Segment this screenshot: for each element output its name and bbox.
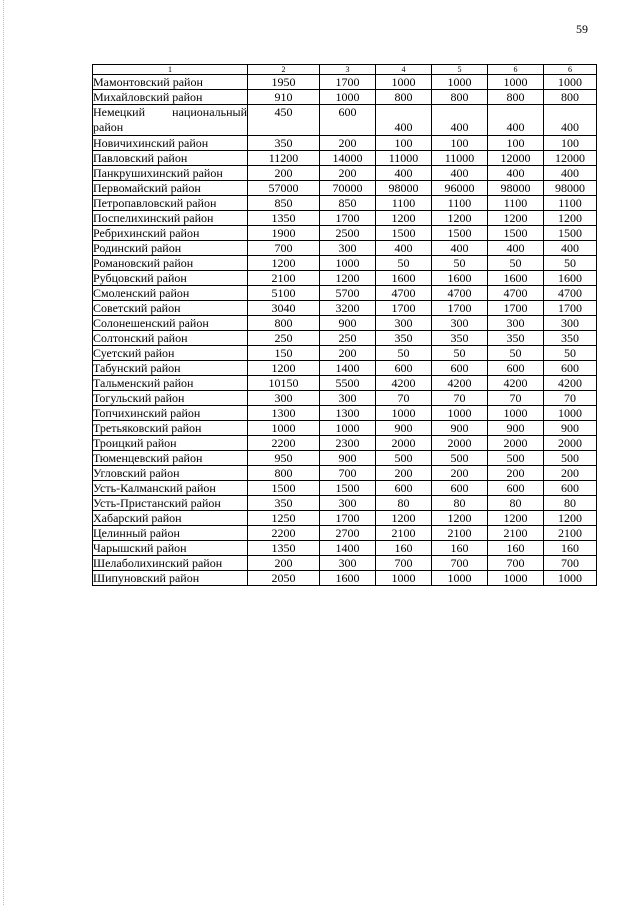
district-name-cell: Ребрихинский район <box>93 226 248 241</box>
value-cell: 5700 <box>320 286 376 301</box>
value-cell: 70 <box>432 391 488 406</box>
value-cell: 98000 <box>544 181 597 196</box>
value-cell: 2200 <box>248 436 320 451</box>
value-cell: 1300 <box>248 406 320 421</box>
value-cell: 2050 <box>248 571 320 586</box>
value-cell: 1500 <box>320 481 376 496</box>
value-cell: 600 <box>488 481 544 496</box>
value-cell: 600 <box>376 361 432 376</box>
table-row <box>93 301 597 316</box>
value-cell: 300 <box>432 316 488 331</box>
district-name-cell: Мамонтовский район <box>93 75 248 90</box>
value-cell: 4700 <box>432 286 488 301</box>
value-cell: 600 <box>544 481 597 496</box>
value-cell: 600 <box>432 481 488 496</box>
district-name-cell: Топчихинский район <box>93 406 248 421</box>
table-body <box>93 75 597 586</box>
district-name-cell: Советский район <box>93 301 248 316</box>
value-cell: 200 <box>320 166 376 181</box>
value-cell: 2300 <box>320 436 376 451</box>
table-row <box>93 361 597 376</box>
value-cell: 250 <box>320 331 376 346</box>
value-cell: 2100 <box>432 526 488 541</box>
value-cell: 300 <box>320 241 376 256</box>
value-cell: 350 <box>488 331 544 346</box>
value-cell: 400 <box>488 105 544 136</box>
value-cell: 200 <box>320 346 376 361</box>
value-cell: 1350 <box>248 211 320 226</box>
value-cell: 1100 <box>544 196 597 211</box>
value-cell: 1600 <box>376 271 432 286</box>
value-cell: 2000 <box>488 436 544 451</box>
district-name-cell: Михайловский район <box>93 90 248 105</box>
value-cell: 350 <box>248 496 320 511</box>
value-cell: 11200 <box>248 151 320 166</box>
value-cell: 4200 <box>488 376 544 391</box>
district-name-cell: Шелаболихинский район <box>93 556 248 571</box>
value-cell: 2200 <box>248 526 320 541</box>
table-row <box>93 181 597 196</box>
value-cell: 2000 <box>376 436 432 451</box>
value-cell: 160 <box>544 541 597 556</box>
value-cell: 1500 <box>248 481 320 496</box>
district-name-cell: Тальменский район <box>93 376 248 391</box>
value-cell: 1200 <box>432 211 488 226</box>
table-row <box>93 211 597 226</box>
district-name-cell: Панкрушихинский район <box>93 166 248 181</box>
district-name-cell: Павловский район <box>93 151 248 166</box>
value-cell: 1700 <box>320 211 376 226</box>
value-cell: 1200 <box>248 361 320 376</box>
value-cell: 50 <box>488 256 544 271</box>
value-cell: 1200 <box>432 511 488 526</box>
district-name-cell: Солонешенский район <box>93 316 248 331</box>
district-name-cell: Немецкий национальный район <box>93 105 247 134</box>
value-cell: 1900 <box>248 226 320 241</box>
district-name-cell: Первомайский район <box>93 181 248 196</box>
value-cell: 10150 <box>248 376 320 391</box>
value-cell: 1200 <box>544 511 597 526</box>
value-cell: 70 <box>488 391 544 406</box>
value-cell: 2100 <box>544 526 597 541</box>
table-row <box>93 436 597 451</box>
value-cell: 96000 <box>432 181 488 196</box>
value-cell: 1200 <box>376 511 432 526</box>
header-row <box>93 65 597 75</box>
value-cell: 1200 <box>376 211 432 226</box>
value-cell: 400 <box>544 166 597 181</box>
value-cell: 1700 <box>376 301 432 316</box>
column-header: 6 <box>488 65 544 75</box>
value-cell: 2100 <box>248 271 320 286</box>
value-cell: 1200 <box>248 256 320 271</box>
value-cell: 1350 <box>248 541 320 556</box>
value-cell: 700 <box>488 556 544 571</box>
table-row <box>93 451 597 466</box>
value-cell: 1000 <box>488 571 544 586</box>
value-cell: 1000 <box>320 90 376 105</box>
value-cell: 50 <box>544 346 597 361</box>
table-row <box>93 481 597 496</box>
value-cell: 1700 <box>488 301 544 316</box>
value-cell: 600 <box>544 361 597 376</box>
value-cell: 57000 <box>248 181 320 196</box>
table-row <box>93 256 597 271</box>
value-cell: 70000 <box>320 181 376 196</box>
value-cell: 300 <box>320 496 376 511</box>
district-name-cell: Угловский район <box>93 466 248 481</box>
table-row <box>93 526 597 541</box>
value-cell: 800 <box>432 90 488 105</box>
district-name-cell: Шипуновский район <box>93 571 248 586</box>
table-row <box>93 316 597 331</box>
value-cell: 500 <box>376 451 432 466</box>
table-row <box>93 90 597 105</box>
value-cell: 850 <box>248 196 320 211</box>
value-cell: 1200 <box>320 271 376 286</box>
column-header: 2 <box>248 65 320 75</box>
value-cell: 700 <box>248 241 320 256</box>
district-name-cell: Рубцовский район <box>93 271 248 286</box>
value-cell: 400 <box>488 166 544 181</box>
value-cell: 1300 <box>320 406 376 421</box>
value-cell: 150 <box>248 346 320 361</box>
value-cell: 400 <box>544 241 597 256</box>
value-cell: 4700 <box>544 286 597 301</box>
district-name-cell: Смоленский район <box>93 286 248 301</box>
value-cell: 5500 <box>320 376 376 391</box>
value-cell: 1600 <box>544 271 597 286</box>
column-header: 3 <box>320 65 376 75</box>
value-cell: 80 <box>488 496 544 511</box>
table-row <box>93 511 597 526</box>
value-cell: 3200 <box>320 301 376 316</box>
district-name-cell: Романовский район <box>93 256 248 271</box>
value-cell: 1000 <box>376 75 432 90</box>
district-name-cell: Тюменцевский район <box>93 451 248 466</box>
table-row <box>93 136 597 151</box>
value-cell: 400 <box>544 105 597 136</box>
value-cell: 2000 <box>432 436 488 451</box>
value-cell: 800 <box>248 466 320 481</box>
value-cell: 50 <box>432 346 488 361</box>
value-cell: 2000 <box>544 436 597 451</box>
value-cell: 500 <box>488 451 544 466</box>
value-cell: 300 <box>544 316 597 331</box>
table-row <box>93 75 597 90</box>
value-cell: 1000 <box>320 421 376 436</box>
value-cell: 900 <box>488 421 544 436</box>
value-cell: 11000 <box>432 151 488 166</box>
value-cell: 1700 <box>432 301 488 316</box>
value-cell: 50 <box>376 256 432 271</box>
table-row <box>93 541 597 556</box>
district-name-cell: Поспелихинский район <box>93 211 248 226</box>
value-cell: 160 <box>376 541 432 556</box>
value-cell: 1500 <box>544 226 597 241</box>
value-cell: 1600 <box>320 571 376 586</box>
value-cell: 600 <box>320 105 376 136</box>
value-cell: 98000 <box>376 181 432 196</box>
value-cell: 2100 <box>488 526 544 541</box>
value-cell: 1000 <box>544 406 597 421</box>
value-cell: 900 <box>544 421 597 436</box>
district-name-cell: Новичихинский район <box>93 136 248 151</box>
value-cell: 1100 <box>488 196 544 211</box>
value-cell: 2100 <box>376 526 432 541</box>
value-cell: 800 <box>248 316 320 331</box>
value-cell: 1400 <box>320 361 376 376</box>
value-cell: 400 <box>432 105 488 136</box>
value-cell: 350 <box>432 331 488 346</box>
value-cell: 200 <box>432 466 488 481</box>
value-cell: 1400 <box>320 541 376 556</box>
value-cell: 1100 <box>376 196 432 211</box>
scan-margin-line <box>3 0 5 905</box>
table-row <box>93 571 597 586</box>
value-cell: 100 <box>544 136 597 151</box>
value-cell: 400 <box>432 166 488 181</box>
value-cell: 700 <box>376 556 432 571</box>
value-cell: 1000 <box>376 571 432 586</box>
value-cell: 98000 <box>488 181 544 196</box>
value-cell: 100 <box>488 136 544 151</box>
value-cell: 2700 <box>320 526 376 541</box>
table-row <box>93 421 597 436</box>
value-cell: 850 <box>320 196 376 211</box>
value-cell: 200 <box>488 466 544 481</box>
value-cell: 200 <box>544 466 597 481</box>
district-name-cell: Хабарский район <box>93 511 248 526</box>
value-cell: 2500 <box>320 226 376 241</box>
column-header: 1 <box>93 65 248 75</box>
value-cell: 300 <box>376 316 432 331</box>
value-cell: 1000 <box>544 571 597 586</box>
value-cell: 350 <box>376 331 432 346</box>
value-cell: 1500 <box>488 226 544 241</box>
value-cell: 1000 <box>488 75 544 90</box>
value-cell: 50 <box>488 346 544 361</box>
value-cell: 100 <box>376 136 432 151</box>
value-cell: 70 <box>544 391 597 406</box>
value-cell: 1000 <box>248 421 320 436</box>
value-cell: 350 <box>544 331 597 346</box>
value-cell: 80 <box>544 496 597 511</box>
table-row <box>93 241 597 256</box>
table-row <box>93 391 597 406</box>
value-cell: 1100 <box>432 196 488 211</box>
value-cell: 160 <box>432 541 488 556</box>
value-cell: 1700 <box>320 511 376 526</box>
value-cell: 600 <box>488 361 544 376</box>
value-cell: 12000 <box>488 151 544 166</box>
value-cell: 900 <box>320 316 376 331</box>
value-cell: 11000 <box>376 151 432 166</box>
value-cell: 4200 <box>544 376 597 391</box>
value-cell: 4700 <box>376 286 432 301</box>
value-cell: 900 <box>376 421 432 436</box>
value-cell: 70 <box>376 391 432 406</box>
value-cell: 800 <box>376 90 432 105</box>
value-cell: 800 <box>544 90 597 105</box>
table-row <box>93 406 597 421</box>
value-cell: 1250 <box>248 511 320 526</box>
value-cell: 1950 <box>248 75 320 90</box>
value-cell: 1500 <box>432 226 488 241</box>
table-row <box>93 271 597 286</box>
table-row <box>93 286 597 301</box>
value-cell: 250 <box>248 331 320 346</box>
value-cell: 900 <box>320 451 376 466</box>
value-cell: 600 <box>432 361 488 376</box>
value-cell: 1700 <box>320 75 376 90</box>
district-name-cell: Целинный район <box>93 526 248 541</box>
value-cell: 1000 <box>432 571 488 586</box>
data-table <box>92 64 597 586</box>
value-cell: 500 <box>432 451 488 466</box>
value-cell: 1200 <box>488 211 544 226</box>
table-row <box>93 151 597 166</box>
district-name-cell: Третьяковский район <box>93 421 248 436</box>
value-cell: 200 <box>376 466 432 481</box>
value-cell: 80 <box>376 496 432 511</box>
value-cell: 100 <box>432 136 488 151</box>
value-cell: 400 <box>376 241 432 256</box>
value-cell: 1600 <box>488 271 544 286</box>
value-cell: 1000 <box>544 75 597 90</box>
value-cell: 1200 <box>544 211 597 226</box>
value-cell: 900 <box>432 421 488 436</box>
district-name-cell: Троицкий район <box>93 436 248 451</box>
district-name-cell: Чарышский район <box>93 541 248 556</box>
district-name-cell: Родинский район <box>93 241 248 256</box>
value-cell: 4700 <box>488 286 544 301</box>
table-row <box>93 376 597 391</box>
value-cell: 400 <box>488 241 544 256</box>
value-cell: 300 <box>320 556 376 571</box>
district-name-cell: Усть-Калманский район <box>93 481 248 496</box>
table-row <box>93 556 597 571</box>
table-row <box>93 346 597 361</box>
district-name-cell: Петропавловский район <box>93 196 248 211</box>
value-cell: 160 <box>488 541 544 556</box>
value-cell: 1500 <box>376 226 432 241</box>
value-cell: 200 <box>248 166 320 181</box>
value-cell: 14000 <box>320 151 376 166</box>
value-cell: 950 <box>248 451 320 466</box>
value-cell: 1000 <box>432 75 488 90</box>
value-cell: 1000 <box>376 406 432 421</box>
table-row <box>93 466 597 481</box>
value-cell: 200 <box>320 136 376 151</box>
table-row <box>93 105 597 136</box>
value-cell: 300 <box>320 391 376 406</box>
table-row <box>93 196 597 211</box>
district-name-cell: Суетский район <box>93 346 248 361</box>
district-name-cell: Усть-Пристанский район <box>93 496 248 511</box>
table-row <box>93 496 597 511</box>
value-cell: 50 <box>376 346 432 361</box>
value-cell: 50 <box>432 256 488 271</box>
table-row <box>93 226 597 241</box>
district-name-cell: Солтонский район <box>93 331 248 346</box>
value-cell: 910 <box>248 90 320 105</box>
column-header: 6 <box>544 65 597 75</box>
value-cell: 800 <box>488 90 544 105</box>
value-cell: 400 <box>376 166 432 181</box>
value-cell: 350 <box>248 136 320 151</box>
page-number: 59 <box>576 22 588 36</box>
value-cell: 300 <box>488 316 544 331</box>
table-row <box>93 331 597 346</box>
value-cell: 1600 <box>432 271 488 286</box>
value-cell: 600 <box>376 481 432 496</box>
district-name-cell: Табунский район <box>93 361 248 376</box>
column-header: 5 <box>432 65 488 75</box>
value-cell: 300 <box>248 391 320 406</box>
value-cell: 80 <box>432 496 488 511</box>
value-cell: 700 <box>432 556 488 571</box>
value-cell: 1000 <box>432 406 488 421</box>
value-cell: 50 <box>544 256 597 271</box>
value-cell: 4200 <box>432 376 488 391</box>
value-cell: 3040 <box>248 301 320 316</box>
value-cell: 400 <box>376 105 432 136</box>
value-cell: 5100 <box>248 286 320 301</box>
value-cell: 1200 <box>488 511 544 526</box>
value-cell: 12000 <box>544 151 597 166</box>
value-cell: 1700 <box>544 301 597 316</box>
value-cell: 700 <box>320 466 376 481</box>
value-cell: 400 <box>432 241 488 256</box>
column-header: 4 <box>376 65 432 75</box>
value-cell: 200 <box>248 556 320 571</box>
value-cell: 4200 <box>376 376 432 391</box>
table-row <box>93 166 597 181</box>
value-cell: 500 <box>544 451 597 466</box>
value-cell: 1000 <box>488 406 544 421</box>
value-cell: 1000 <box>320 256 376 271</box>
value-cell: 700 <box>544 556 597 571</box>
value-cell: 450 <box>248 105 320 136</box>
district-name-cell: Тогульский район <box>93 391 248 406</box>
